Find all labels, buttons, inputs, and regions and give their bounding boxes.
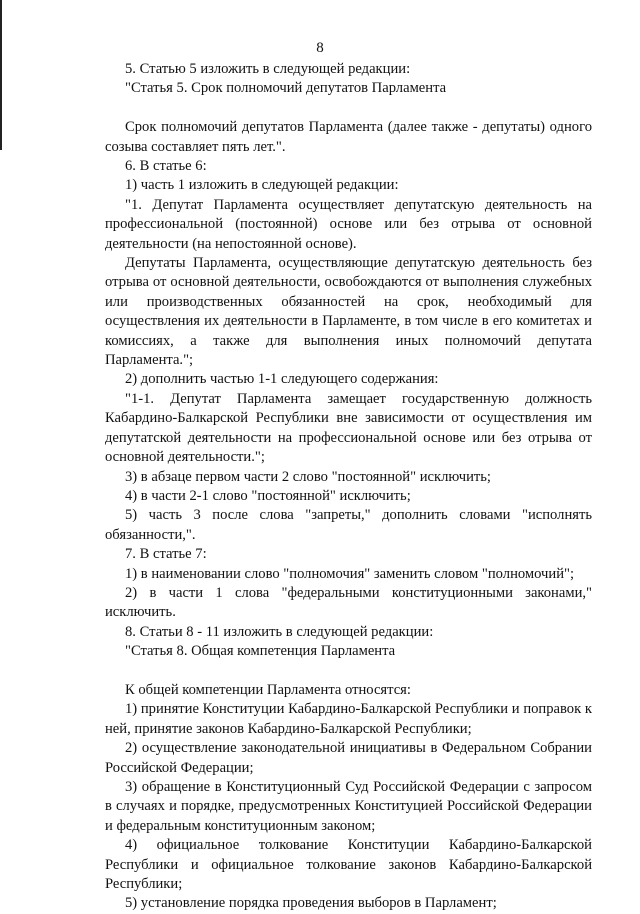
paragraph-article-7: 7. В статье 7: <box>125 546 207 563</box>
paragraph-term-of-office: Срок полномочий депутатов Парламента (далее также - депутаты) одного созыва составляет пять лет.". <box>105 119 592 155</box>
paragraph-general-competence-intro: К общей компетенции Парламента относятся: <box>125 681 411 698</box>
page-number: 8 <box>316 40 324 56</box>
paragraph-part-1-text: "1. Депутат Парламента осуществляет депутатскую деятельность на профессиональной (постоянной) основе или без отрыва от основной деятельности (на непостоянной основе). <box>105 196 592 252</box>
paragraph-item-5: 5) часть 3 после слова "запреты," дополнить словами "исполнять обязанности,". <box>105 507 592 543</box>
scan-edge-mark <box>0 0 2 150</box>
paragraph-article-6: 6. В статье 6: <box>125 158 207 175</box>
paragraph-articles-8-11: 8. Статьи 8 - 11 изложить в следующей редакции: <box>125 623 434 640</box>
paragraph-item-4: 4) в части 2-1 слово "постоянной" исключить; <box>125 487 411 504</box>
paragraph-part-1-intro: 1) часть 1 изложить в следующей редакции: <box>125 177 399 194</box>
heading-article-5: "Статья 5. Срок полномочий депутатов Парламента <box>125 80 447 97</box>
paragraph-amend-article-5: 5. Статью 5 изложить в следующей редакции: <box>125 61 411 77</box>
paragraph-deputies-without-break: Депутаты Парламента, осуществляющие депутатскую деятельность без отрыва от основной деятельности, освобождаются от выполнения служебных или производственных обязанностей на срок, необходимый для осуществления их деятельности в Парламенте, в том числе в его комитетах и комиссиях, а также для выполнения иных полномочий депутата Парламента."; <box>105 255 592 369</box>
paragraph-article-7-item-1: 1) в наименовании слово "полномочия" заменить словом "полномочий"; <box>125 565 575 582</box>
paragraph-article-7-item-2: 2) в части 1 слова "федеральными конституционными законами," исключить. <box>105 584 592 621</box>
paragraph-competence-4: 4) официальное толкование Конституции Кабардино-Балкарской Республики и официальное толкование законов Кабардино-Балкарской Республики; <box>105 837 592 893</box>
paragraph-part-1-1-text: "1-1. Депутат Парламента замещает государственную должность Кабардино-Балкарской Республики вне зависимости от осуществления им депутатской деятельности на профессиональной основе или без отрыва от основной деятельности."; <box>105 390 592 466</box>
document-body <box>105 60 592 914</box>
paragraph-competence-5: 5) установление порядка проведения выборов в Парламент; <box>125 895 497 912</box>
paragraph-add-part-1-1: 2) дополнить частью 1-1 следующего содержания: <box>125 371 439 388</box>
paragraph-competence-2: 2) осуществление законодательной инициативы в Федеральном Собрании Российской Федерации; <box>105 740 592 776</box>
heading-article-8: "Статья 8. Общая компетенция Парламента <box>125 643 396 660</box>
paragraph-item-3: 3) в абзаце первом части 2 слово "постоянной" исключить; <box>125 468 491 485</box>
paragraph-competence-1: 1) принятие Конституции Кабардино-Балкарской Республики и поправок к ней, принятие законов Кабардино-Балкарской Республики; <box>105 701 592 737</box>
paragraph-competence-3: 3) обращение в Конституционный Суд Российской Федерации с запросом в случаях и порядке, предусмотренных Конституцией Российской Федерации и федеральным конституционным законом; <box>105 779 592 834</box>
